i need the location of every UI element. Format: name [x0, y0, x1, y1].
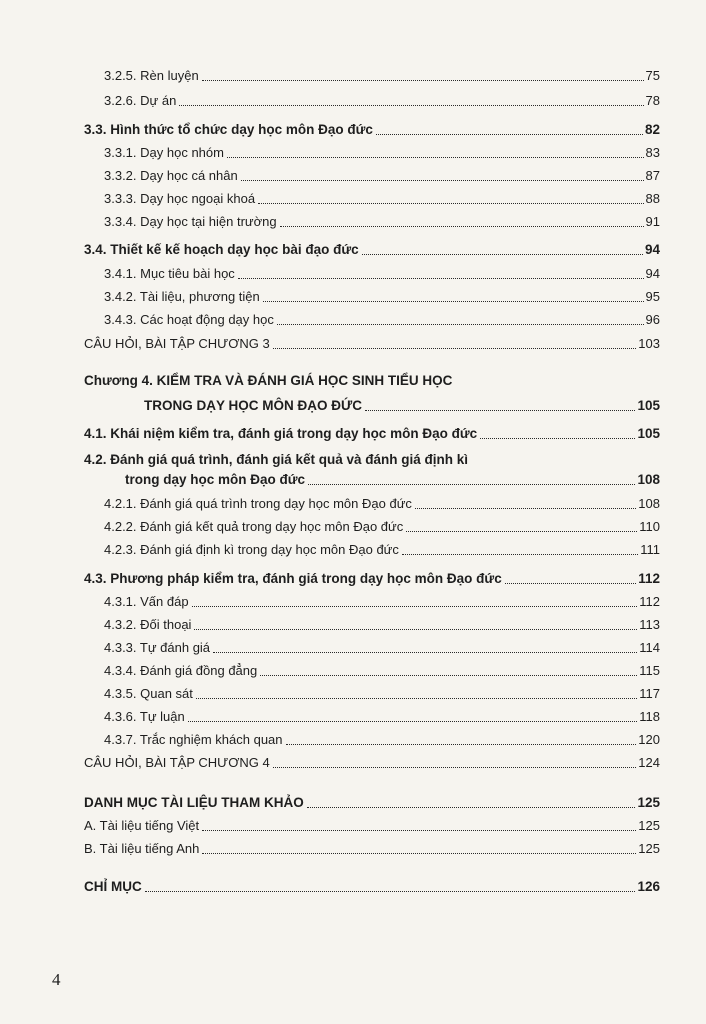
toc-page-number: 108	[637, 472, 660, 487]
toc-entry-label: 3.4.3. Các hoạt động dạy học	[104, 312, 274, 327]
toc-row[interactable]	[104, 730, 660, 748]
toc-entry-label: CHỈ MỤC	[84, 879, 142, 894]
toc-entry-label: 4.1. Khái niệm kiểm tra, đánh giá trong dạy học môn Đạo đức	[84, 426, 478, 441]
toc-row[interactable]	[104, 684, 660, 702]
dot-leader	[258, 203, 643, 204]
toc-page-number: 125	[637, 795, 660, 810]
toc-page-number: 115	[639, 663, 660, 678]
dot-leader	[194, 629, 637, 630]
toc-row[interactable]	[104, 143, 660, 161]
toc-section-row[interactable]	[84, 120, 660, 138]
toc-page-number: 83	[645, 145, 660, 160]
toc-row[interactable]	[84, 816, 660, 834]
toc-page-number: 96	[645, 312, 660, 327]
dot-leader	[415, 508, 636, 509]
toc-row[interactable]	[104, 661, 660, 679]
dot-leader	[145, 891, 636, 892]
toc-entry-label: 4.3.4. Đánh giá đồng đẳng	[104, 663, 258, 678]
toc-row[interactable]	[104, 189, 660, 207]
toc-row[interactable]	[104, 166, 660, 184]
toc-section-row[interactable]	[144, 396, 660, 414]
toc-entry-label: 4.3.2. Đối thoại	[104, 617, 192, 632]
toc-entry-label: TRONG DẠY HỌC MÔN ĐẠO ĐỨC	[144, 398, 362, 413]
toc-entry-label: trong dạy học môn Đạo đức	[125, 472, 306, 487]
toc-page-number: 88	[645, 191, 660, 206]
toc-page-number: 82	[644, 122, 660, 137]
toc-page-number: 103	[638, 336, 660, 351]
dot-leader	[280, 226, 644, 227]
toc-page-number: 87	[645, 168, 660, 183]
toc-entry-label: 4.3. Phương pháp kiểm tra, đánh giá trong dạy học môn Đạo đức	[84, 571, 502, 586]
toc-entry-label: 4.3.6. Tự luận	[104, 709, 185, 724]
dot-leader	[260, 675, 637, 676]
toc-page-number: 113	[639, 617, 660, 632]
toc-entry-label: 3.3.4. Dạy học tại hiện trường	[104, 214, 277, 229]
dot-leader	[307, 807, 636, 808]
toc-entry-label: 3.3. Hình thức tổ chức dạy học môn Đạo đức	[84, 122, 373, 137]
toc-entry-label: 3.4. Thiết kế kế hoạch dạy học bài đạo đức	[84, 242, 359, 257]
toc-entry-label: B. Tài liệu tiếng Anh	[84, 841, 200, 856]
toc-row[interactable]	[104, 517, 660, 535]
dot-leader	[213, 652, 637, 653]
toc-row[interactable]	[104, 66, 660, 84]
toc-page-number: 125	[638, 818, 660, 833]
toc-page-number: 112	[639, 594, 660, 609]
dot-leader	[376, 134, 643, 135]
toc-row[interactable]	[104, 287, 660, 305]
dot-leader	[227, 157, 644, 158]
dot-leader	[277, 324, 644, 325]
dot-leader	[402, 554, 638, 555]
toc-entry-label: 4.3.1. Vấn đáp	[104, 594, 189, 609]
toc-row[interactable]	[84, 839, 660, 857]
toc-page-number: 112	[638, 571, 660, 586]
dot-leader	[286, 744, 637, 745]
toc-row[interactable]	[104, 592, 660, 610]
dot-leader	[202, 853, 636, 854]
toc-entry-label: 3.2.5. Rèn luyện	[104, 68, 199, 83]
toc-page-number: 75	[645, 68, 660, 83]
toc-entry-label: 4.3.5. Quan sát	[104, 686, 193, 701]
toc-entry-label: CÂU HỎI, BÀI TẬP CHƯƠNG 3	[84, 336, 270, 351]
toc-page-number: 124	[638, 755, 660, 770]
toc-row[interactable]	[104, 615, 660, 633]
toc-page-number: 95	[645, 289, 660, 304]
dot-leader	[238, 278, 644, 279]
toc-row[interactable]	[104, 494, 660, 512]
toc-row[interactable]	[104, 638, 660, 656]
dot-leader	[188, 721, 638, 722]
toc-page-number: 120	[638, 732, 660, 747]
dot-leader	[505, 583, 637, 584]
toc-entry-label: 3.4.2. Tài liệu, phương tiện	[104, 289, 260, 304]
toc-row[interactable]	[84, 753, 660, 771]
toc-section-row[interactable]	[84, 877, 660, 895]
toc-section-row[interactable]	[84, 240, 660, 258]
toc-row[interactable]	[104, 91, 660, 109]
toc-entry-label: A. Tài liệu tiếng Việt	[84, 818, 200, 833]
toc-heading-line: Chương 4. KIỂM TRA VÀ ĐÁNH GIÁ HỌC SINH TIỂU HỌC	[84, 373, 453, 388]
toc-page-number: 114	[639, 640, 660, 655]
toc-entry-label: 3.3.2. Dạy học cá nhân	[104, 168, 238, 183]
toc-page-number: 94	[645, 266, 660, 281]
toc-row[interactable]	[84, 334, 660, 352]
dot-leader	[263, 301, 644, 302]
toc-page-number: 94	[644, 242, 660, 257]
toc-page-number: 125	[638, 841, 660, 856]
toc-page-number: 91	[645, 214, 660, 229]
toc-entry-label: 3.3.1. Dạy học nhóm	[104, 145, 224, 160]
toc-entry-label: 4.3.7. Trắc nghiệm khách quan	[104, 732, 283, 747]
toc-page-number: 108	[638, 496, 660, 511]
toc-entry-label: 4.2.2. Đánh giá kết quả trong dạy học môn Đạo đức	[104, 519, 404, 534]
dot-leader	[241, 180, 644, 181]
dot-leader	[202, 80, 644, 81]
toc-page-number: 105	[637, 426, 660, 441]
dot-leader	[202, 830, 636, 831]
dot-leader	[406, 531, 637, 532]
dot-leader	[273, 767, 637, 768]
toc-entry-label: DANH MỤC TÀI LIỆU THAM KHẢO	[84, 795, 304, 810]
toc-page-number: 110	[639, 519, 660, 534]
toc-page-number: 117	[639, 686, 660, 701]
toc-row[interactable]	[104, 264, 660, 282]
toc-row[interactable]	[104, 310, 660, 328]
toc-page-number: 105	[637, 398, 660, 413]
dot-leader	[365, 410, 636, 411]
toc-section-row[interactable]	[84, 569, 660, 587]
toc-section-row[interactable]	[84, 793, 660, 811]
toc-entry-label: 4.2.1. Đánh giá quá trình trong dạy học môn Đạo đức	[104, 496, 412, 511]
dot-leader	[480, 438, 635, 439]
dot-leader	[308, 484, 635, 485]
toc-section-row[interactable]	[125, 470, 660, 488]
dot-leader	[179, 105, 643, 106]
toc-page-number: 111	[640, 542, 660, 557]
toc-section-row[interactable]	[84, 424, 660, 442]
toc-entry-label: 3.3.3. Dạy học ngoại khoá	[104, 191, 256, 206]
dot-leader	[362, 254, 643, 255]
dot-leader	[196, 698, 637, 699]
toc-page-number: 118	[639, 709, 660, 724]
dot-leader	[273, 348, 637, 349]
toc-row[interactable]	[104, 707, 660, 725]
toc-entry-label: 4.2.3. Đánh giá định kì trong dạy học môn Đạo đức	[104, 542, 399, 557]
toc-row[interactable]	[104, 212, 660, 230]
toc-entry-label: 3.4.1. Mục tiêu bài học	[104, 266, 235, 281]
toc-entry-label: 3.2.6. Dự án	[104, 93, 177, 108]
toc-page-number: 78	[645, 93, 660, 108]
toc-page-number: 126	[637, 879, 660, 894]
toc-row[interactable]	[104, 540, 660, 558]
toc-entry-label: CÂU HỎI, BÀI TẬP CHƯƠNG 4	[84, 755, 270, 770]
toc-entry-label: 4.3.3. Tự đánh giá	[104, 640, 211, 655]
page-number: 4	[52, 970, 61, 989]
toc-heading-line: 4.2. Đánh giá quá trình, đánh giá kết quả và đánh giá định kì	[84, 452, 469, 467]
dot-leader	[192, 606, 638, 607]
